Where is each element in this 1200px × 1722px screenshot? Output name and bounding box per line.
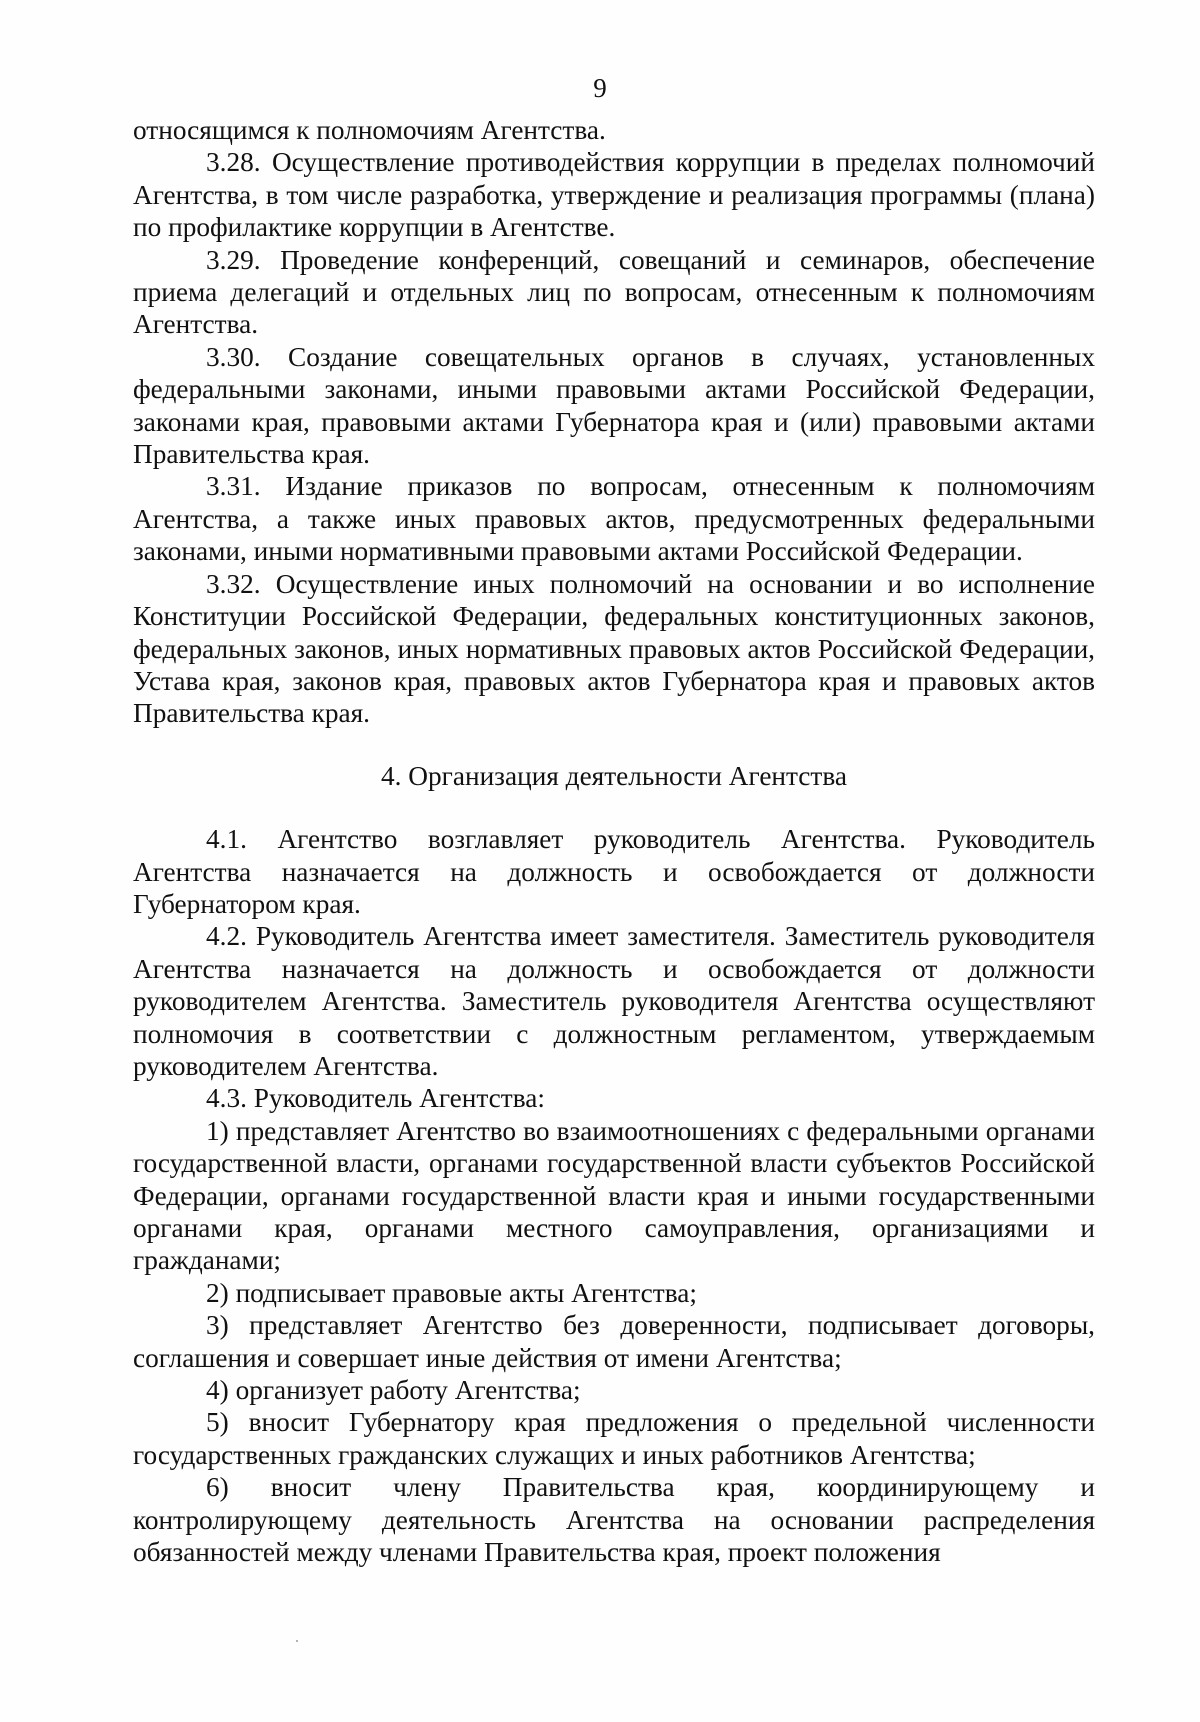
page-number: 9	[593, 73, 607, 103]
list-item-4: 4) организует работу Агентства;	[206, 1375, 581, 1406]
paragraph-3-29: 3.29. Проведение конференций, совещаний и семинаров, обеспечение приема делегаций и отдельных лиц по вопросам, отнесенным к полномочиям Агентства.	[133, 244, 1095, 340]
list-item-1: 1) представляет Агентство во взаимоотношениях с федеральными органами государственной власти, органами государственной власти субъектов Российской Федерации, органами государственной власти края и иными государственными органами края, органами местного самоуправления, организациями и гражданами;	[133, 1115, 1095, 1276]
paragraph-3-28: 3.28. Осуществление противодействия коррупции в пределах полномочий Агентства, в том числе разработка, утверждение и реализация программы (плана) по профилактике коррупции в Агентстве.	[133, 147, 1095, 243]
list-item-6: 6) вносит члену Правительства края, координирующему и контролирующему деятельность Агентства на основании распределения обязанностей между членами Правительства края, проект положения	[133, 1472, 1095, 1568]
paragraph-4-2: 4.2. Руководитель Агентства имеет заместителя. Заместитель руководителя Агентства назначается на должность и освобождается от должности руководителем Агентства. Заместитель руководителя Агентства осуществляют полномочия в соответствии с должностным регламентом, утверждаемым руководителем Агентства.	[133, 921, 1095, 1081]
paragraph-4-3: 4.3. Руководитель Агентства:	[206, 1083, 545, 1114]
list-item-2: 2) подписывает правовые акты Агентства;	[206, 1277, 697, 1308]
list-item-5: 5) вносит Губернатору края предложения о предельной численности государственных гражданских служащих и иных работников Агентства;	[133, 1407, 1095, 1470]
paragraph-3-31: 3.31. Издание приказов по вопросам, отнесенным к полномочиям Агентства, а также иных правовых актов, предусмотренных федеральными законами, иными нормативными правовыми актами Российской Федерации.	[133, 471, 1095, 567]
paragraph-4-1: 4.1. Агентство возглавляет руководитель Агентства. Руководитель Агентства назначается на должность и освобождается от должности Губернатором края.	[133, 824, 1095, 919]
document-body	[133, 114, 1095, 1568]
paragraph-3-30: 3.30. Создание совещательных органов в случаях, установленных федеральными законами, иными правовыми актами Российской Федерации, законами края, правовыми актами Губернатора края и (или) правовыми актами Правительства края.	[133, 341, 1095, 470]
scan-artifact-dot	[296, 1640, 298, 1642]
list-item-3: 3) представляет Агентство без доверенности, подписывает договоры, соглашения и совершает иные действия от имени Агентства;	[133, 1310, 1095, 1373]
section-heading: 4. Организация деятельности Агентства	[381, 760, 847, 791]
paragraph-3-32: 3.32. Осуществление иных полномочий на основании и во исполнение Конституции Российской Федерации, федеральных конституционных законов, федеральных законов, иных нормативных правовых актов Российской Федерации, Устава края, законов края, правовых актов Губернатора края и правовых актов Правительства края.	[133, 568, 1095, 729]
continuation-paragraph: относящимся к полномочиям Агентства.	[133, 115, 606, 145]
